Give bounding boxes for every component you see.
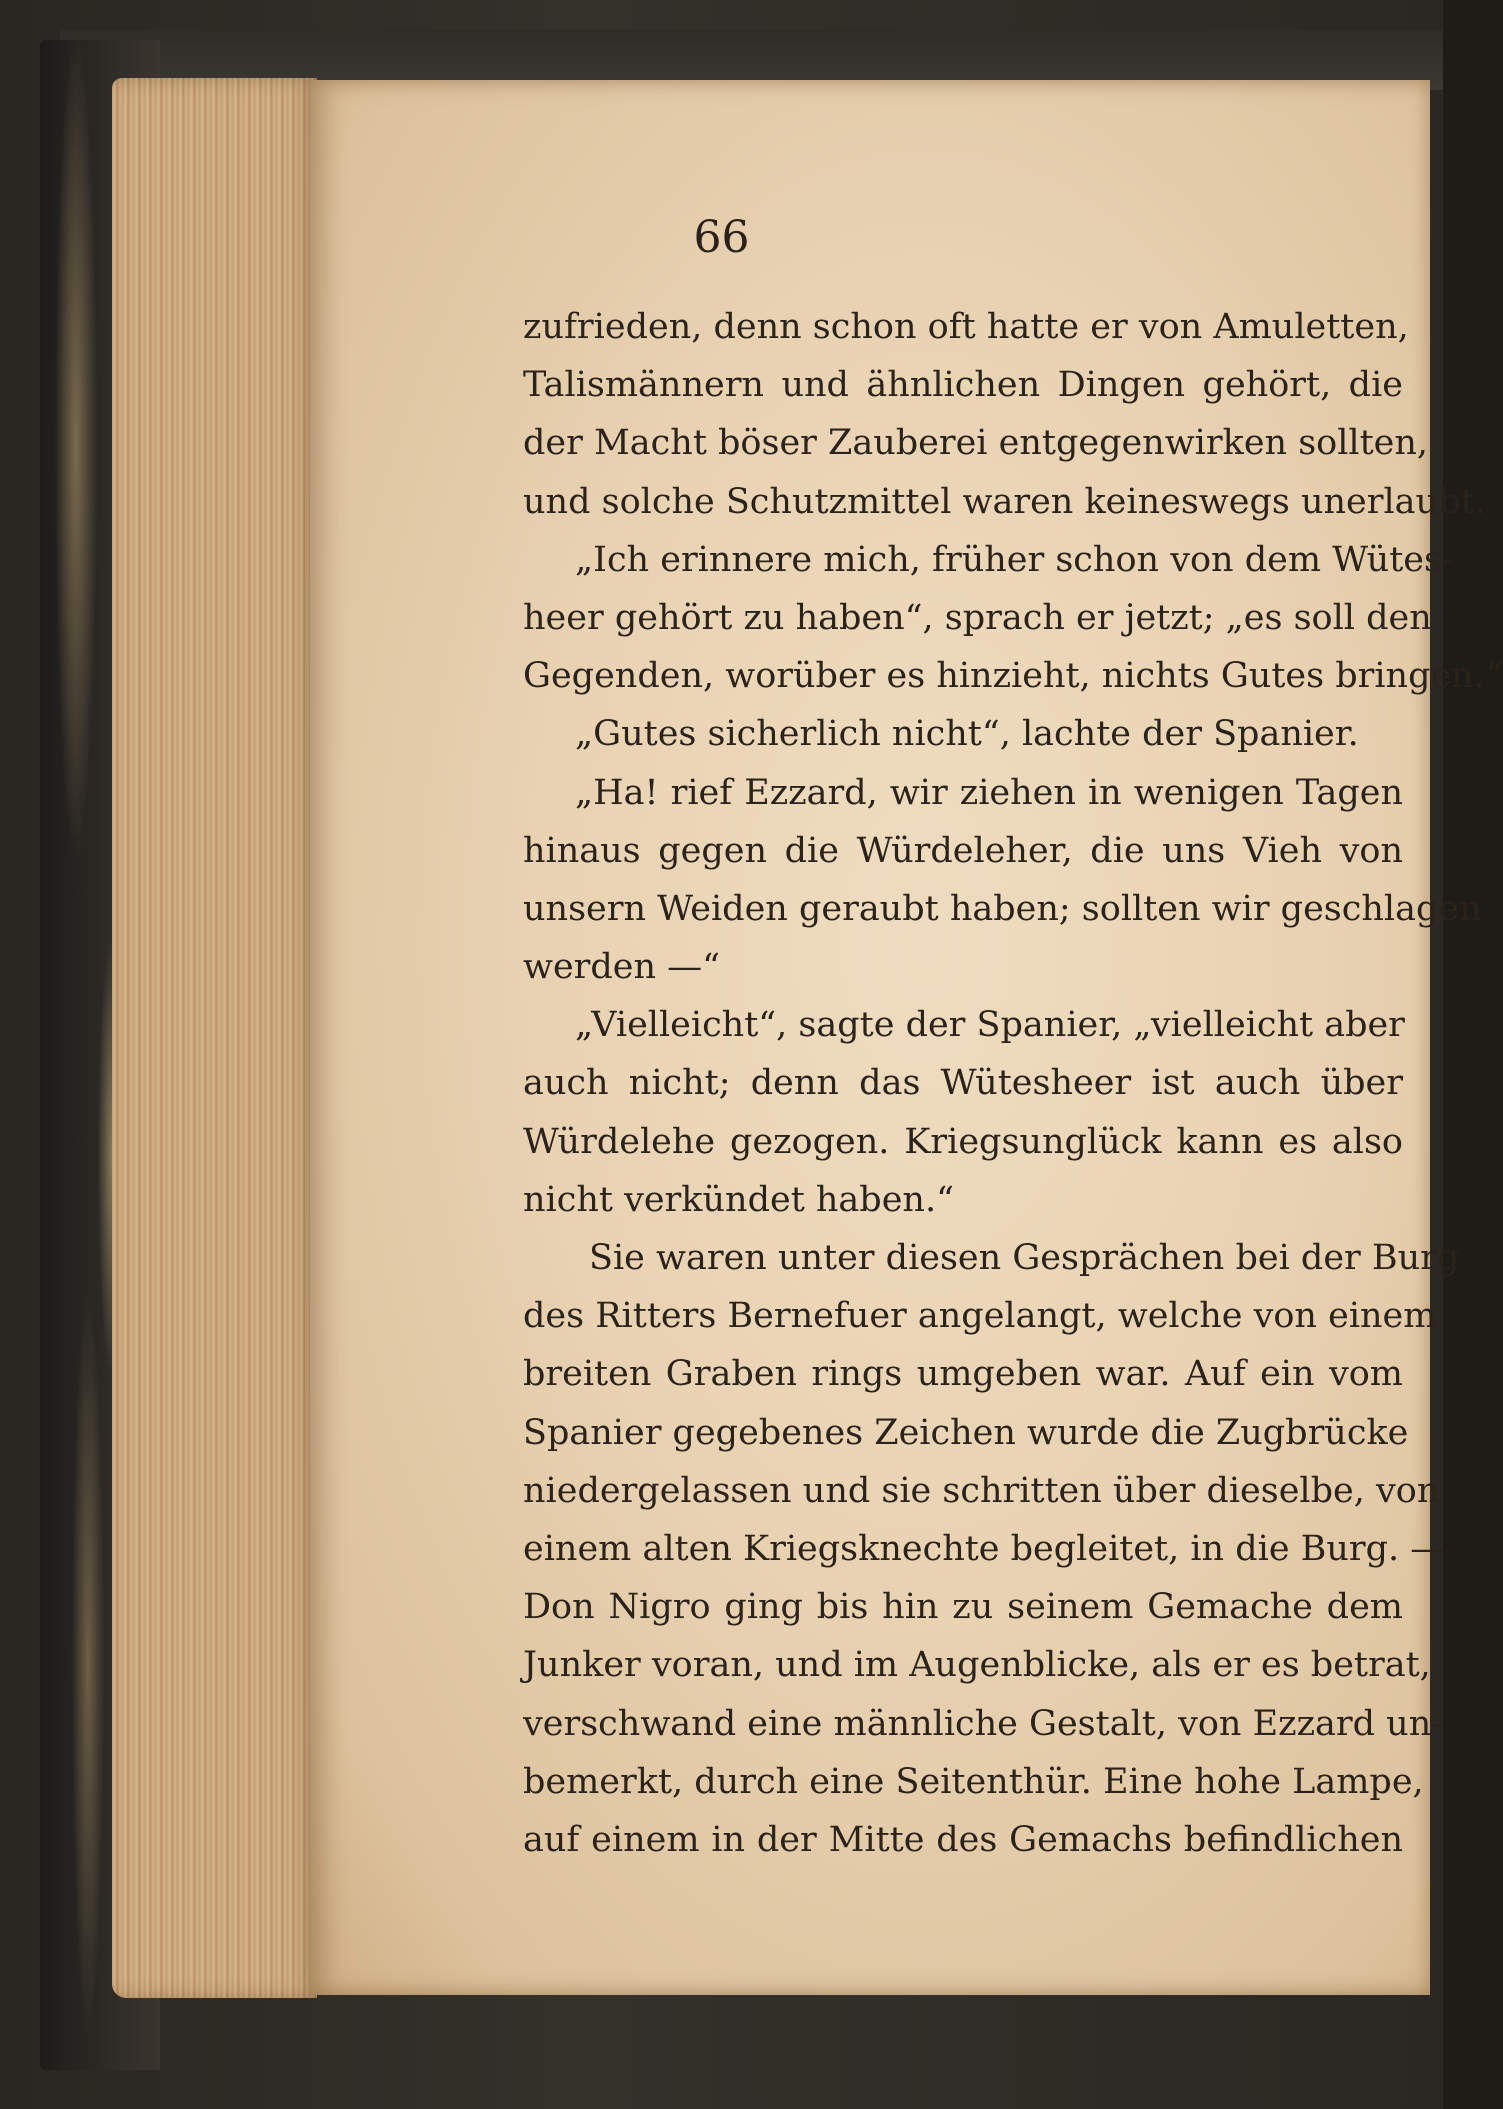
text-line: werden —“ xyxy=(523,947,721,988)
text-line: niedergelassen und sie schritten über dieselbe, von xyxy=(523,1470,1440,1511)
text-line: auf einem in der Mitte des Gemachs befindlichen xyxy=(523,1819,1403,1860)
text-line: „Vielleicht“, sagte der Spanier, „vielleicht aber xyxy=(575,1005,1405,1046)
text-line: Talismännern und ähnlichen Dingen gehört, die xyxy=(523,365,1403,406)
text-line: „Ich erinnere mich, früher schon von dem Wütes- xyxy=(575,539,1454,580)
text-line: zufrieden, denn schon oft hatte er von Amuletten, xyxy=(523,307,1409,347)
text-line: breiten Graben rings umgeben war. Auf ein vom xyxy=(523,1354,1403,1395)
text-line: und solche Schutzmittel waren keineswegs unerlaubt. xyxy=(523,481,1486,522)
page-number: 66 xyxy=(693,212,750,263)
text-line: hinaus gegen die Würdeleher, die uns Vieh von xyxy=(523,830,1403,871)
text-line: der Macht böser Zauberei entgegenwirken sollten, xyxy=(523,423,1429,464)
text-line: „Ha! rief Ezzard, wir ziehen in wenigen Tagen xyxy=(575,772,1403,813)
text-line: Don Nigro ging bis hin zu seinem Gemache dem xyxy=(523,1587,1403,1628)
text-line: einem alten Kriegsknechte begleitet, in die Burg. — xyxy=(523,1528,1446,1569)
text-line: nicht verkündet haben.“ xyxy=(523,1179,954,1220)
text-line: Spanier gegebenes Zeichen wurde die Zugbrücke xyxy=(523,1412,1409,1453)
text-line: Sie waren unter diesen Gesprächen bei der Burg xyxy=(589,1238,1460,1278)
text-line: verschwand eine männliche Gestalt, von Ezzard un- xyxy=(523,1703,1444,1744)
text-line: auch nicht; denn das Wütesheer ist auch über xyxy=(523,1063,1403,1104)
text-line: bemerkt, durch eine Seitenthür. Eine hohe Lampe, xyxy=(523,1761,1424,1802)
text-line: Würdelehe gezogen. Kriegsunglück kann es also xyxy=(523,1121,1403,1162)
text-line: Junker voran, und im Augenblicke, als er es betrat, xyxy=(523,1645,1431,1686)
page-text xyxy=(523,298,1503,1869)
text-line: Gegenden, worüber es hinzieht, nichts Gutes bringen.“ xyxy=(523,656,1503,697)
text-line: „Gutes sicherlich nicht“, lachte der Spanier. xyxy=(575,714,1359,755)
text-line: unsern Weiden geraubt haben; sollten wir geschlagen xyxy=(523,888,1482,929)
text-line: heer gehört zu haben“, sprach er jetzt; „es soll den xyxy=(523,597,1432,638)
text-line: des Ritters Bernefuer angelangt, welche von einem xyxy=(523,1296,1437,1337)
page-edges-stack xyxy=(112,78,317,1998)
